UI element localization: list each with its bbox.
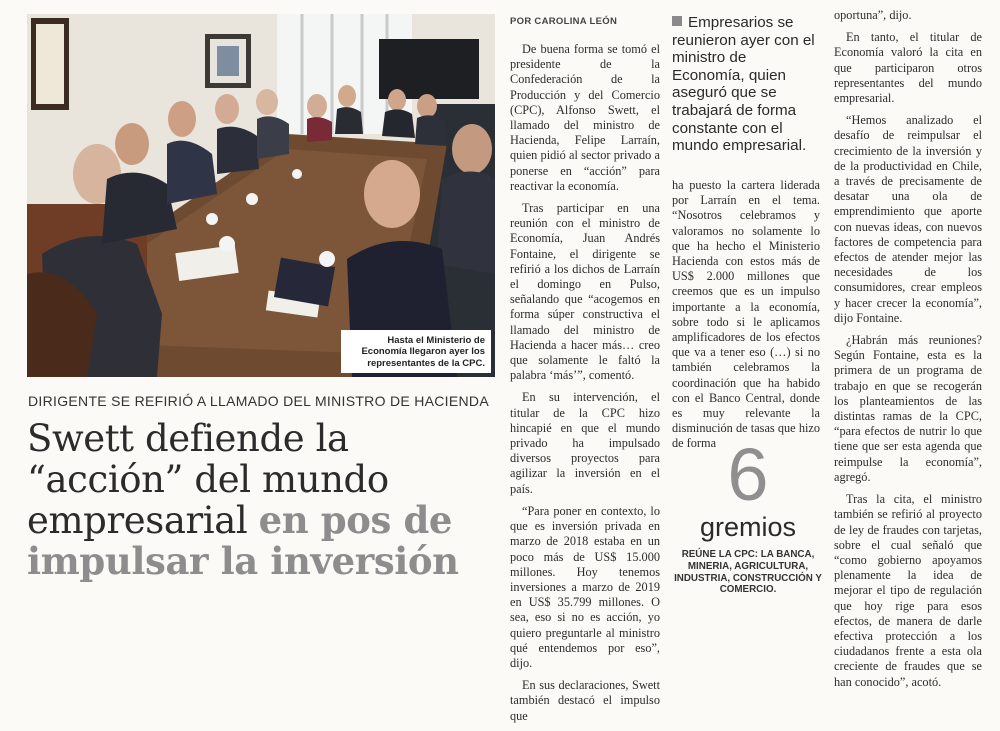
paragraph: Tras participar en una reunión con el ministro de Economía, Juan Andrés Fontaine, el dirigente se refirió a los dichos de Larraín el domingo en Pulso, señalando que “acogemos en forma súper constructiva el llamado del ministro de Hacienda a hacer más… creo que solamente le faltó la palabra ‘más’”, comentó. [510,201,660,383]
headline-part-bold: en pos de impulsar la inversión [27,498,459,583]
article-column-3 [834,8,982,697]
paragraph: En su intervención, el titular de la CPC hizo hincapié en que el mundo privado ha impulsado diversos proyectos para agilizar la inversión en el país. [510,390,660,496]
article-column-1 [510,42,660,731]
pull-quote-text: Empresarios se reunieron ayer con el ministro de Economía, quien aseguró que se trabajará de forma constante con el mundo empresarial. [672,14,815,155]
stat-label: gremios [699,512,797,542]
square-bullet-icon [672,16,682,26]
paragraph: ¿Habrán más reuniones? Según Fontaine, esta es la primera de un programa de trabajo en que se recogerán los planteamientos de las distintas ramas de la CPC, “para efectos de nutrir lo que tiene que ser esta agenda que reimpulse la economía”, agregó. [834,333,982,484]
stat-description: REÚNE LA CPC: LA BANCA, MINERIA, AGRICULTURA, INDUSTRIA, CONSTRUCCIÓN Y COMERCIO. [674,549,822,596]
paragraph: “Hemos analizado el desafío de reimpulsar el crecimiento de la inversión y de la productividad en Chile, a través de precisamente de desatar una ola de emprendimiento que aporte con nuevas ideas, con nuevos factores de competencia para efectos de atender mejor las necesidades de los consumidores, crear empleos y hacer crecer la economía”, dijo Fontaine. [834,113,982,325]
article-kicker: DIRIGENTE SE REFIRIÓ A LLAMADO DEL MINISTRO DE HACIENDA [28,393,489,409]
headline-part-regular: Swett defiende la “acción” del mundo empresarial [27,417,389,542]
paragraph: En sus declaraciones, Swett también destacó el impulso que [510,678,660,723]
meeting-photo-illustration [27,14,495,377]
pull-quote [672,14,820,155]
article-photo [27,14,495,377]
stat-number: 6 [727,433,769,516]
paragraph: “Para poner en contexto, lo que es inversión privada en marzo de 2018 estaba en un poco más de US$ 15.000 millones. Hoy tenemos inversiones a marzo de 2019 en US$ 35.799 millones. O sea, eso si no es acción, yo quiero preguntarle al ministro qué entendemos por eso”, dijo. [510,503,660,670]
paragraph: ha puesto la cartera liderada por Larraín en el tema. “Nosotros celebramos y valoramos no solamente lo que ha hecho el Ministerio Hacienda con estos más de US$ 2.000 millones que creemos que es un impulso importante a la economía, sobre todo si le aplicamos amplificadores de los efectos que va a tener eso (…) si no también celebramos la coordinación que ha habido con el Banco Central, donde es muy relevante la disminución de tasas que hizo de forma [672,178,820,451]
paragraph: En tanto, el titular de Economía valoró la cita en que participaron otros representantes del mundo empresarial. [834,30,982,106]
paragraph: Tras la cita, el ministro también se refirió al proyecto de ley de fraudes con tarjetas, sobre el cual señaló que “como gobierno apoyamos plenamente la idea de mejorar el tipo de regulación que hoy rige para esos efectos, de manera de darle efectiva protección a los ciudadanos frente a esta ola creciente de fraudes que se han conocido”, acotó. [834,492,982,689]
article-column-2 [672,178,820,459]
article-headline [27,418,497,582]
photo-caption: Hasta el Ministerio de Economía llegaron ayer los representantes de la CPC. [341,330,491,374]
paragraph: oportuna”, dijo. [834,8,912,22]
byline: POR CAROLINA LEÓN [510,16,618,27]
paragraph: De buena forma se tomó el presidente de la Confederación de la Producción y del Comercio (CPC), Alfonso Swett, el llamado del ministro de Hacienda, Felipe Larraín, quien pidió al sector privado a ponerse en “acción” para reactivar la economía. [510,42,660,193]
